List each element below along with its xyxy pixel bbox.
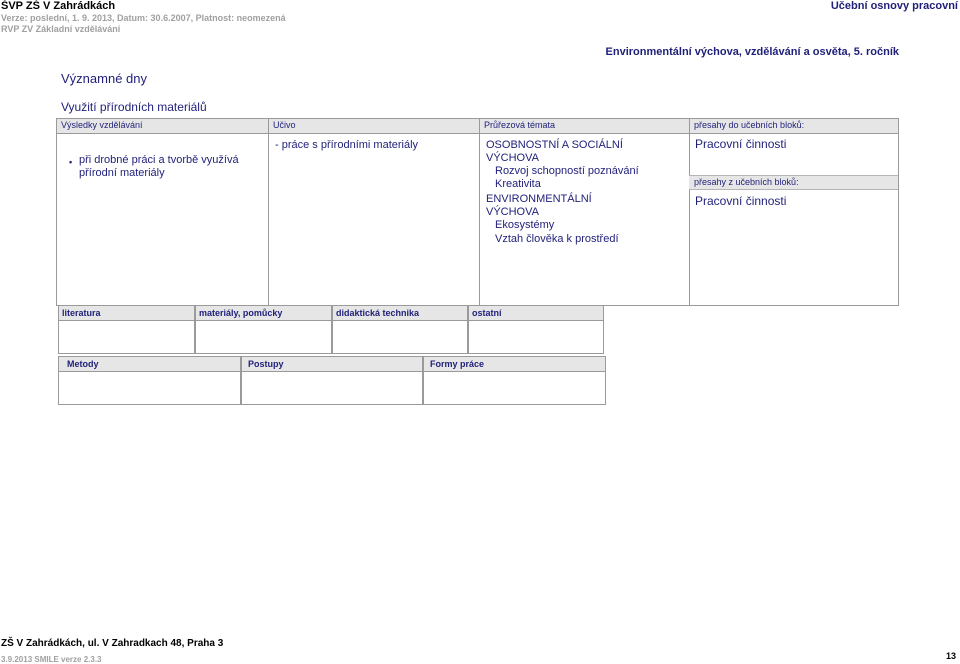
theme-line: Ekosystémy — [495, 219, 555, 231]
bullet-icon: • — [69, 157, 73, 167]
page-number: 13 — [945, 651, 956, 661]
theme-line: Vztah člověka k prostředí — [495, 233, 619, 245]
methods-label: Metody — [67, 359, 99, 369]
forms-box — [423, 356, 606, 405]
section-title: Významné dny — [61, 71, 147, 86]
header-rvp-label: RVP ZV Základní vzdělávání — [1, 24, 121, 34]
column-header-outcomes: Výsledky vzdělávání — [61, 120, 143, 130]
methods-box — [58, 356, 241, 405]
resource-label-didactic: didaktická technika — [336, 308, 420, 318]
outcome-line: přírodní materiály — [79, 167, 165, 179]
footer-school-address: ZŠ V Zahrádkách, ul. V Zahradkach 48, Praha 3 — [1, 638, 224, 649]
column-divider — [689, 119, 690, 305]
footer-version: 3.9.2013 SMILE verze 2.3.3 — [1, 655, 102, 664]
transfers-from-value: Pracovní činnosti — [695, 194, 787, 208]
resource-box-literature — [58, 305, 195, 354]
theme-line: OSOBNOSTNÍ A SOCIÁLNÍ — [486, 139, 623, 151]
theme-line: Rozvoj schopností poznávání — [495, 165, 639, 177]
outcome-line: při drobné práci a tvorbě využívá — [79, 154, 239, 166]
procedures-box — [241, 356, 423, 405]
header-document-title: Učební osnovy pracovní — [830, 0, 958, 12]
curriculum-item: - práce s přírodními materiály — [275, 139, 419, 151]
outcomes-table — [56, 118, 899, 306]
transfers-from-label: přesahy z učebních bloků: — [694, 177, 799, 187]
resource-label-literature: literatura — [62, 308, 101, 318]
header-version-info: Verze: poslední, 1. 9. 2013, Datum: 30.6.2007, Platnost: neomezená — [1, 13, 286, 23]
column-header-themes: Průřezová témata — [484, 120, 556, 130]
resource-box-other — [468, 305, 604, 354]
resource-label-materials: materiály, pomůcky — [199, 308, 283, 318]
theme-line: VÝCHOVA — [486, 152, 539, 164]
transfers-to-value: Pracovní činnosti — [695, 137, 787, 151]
resource-box-didactic — [332, 305, 468, 354]
theme-line: ENVIRONMENTÁLNÍ — [486, 193, 592, 205]
column-divider — [268, 119, 269, 305]
column-header-curriculum: Učivo — [273, 120, 296, 130]
theme-line: VÝCHOVA — [486, 206, 539, 218]
procedures-label: Postupy — [248, 359, 284, 369]
resource-label-other: ostatní — [472, 308, 502, 318]
topic-title: Využití přírodních materiálů — [61, 100, 207, 114]
resource-box-materials — [195, 305, 332, 354]
theme-line: Kreativita — [495, 178, 541, 190]
subject-title: Environmentální výchova, vzdělávání a osvěta, 5. ročník — [605, 46, 899, 58]
forms-label: Formy práce — [430, 359, 485, 369]
column-divider — [479, 119, 480, 305]
header-school-name: ŠVP ZŠ V Zahrádkách — [1, 0, 116, 12]
column-header-transfers-to: přesahy do učebních bloků: — [694, 120, 805, 130]
